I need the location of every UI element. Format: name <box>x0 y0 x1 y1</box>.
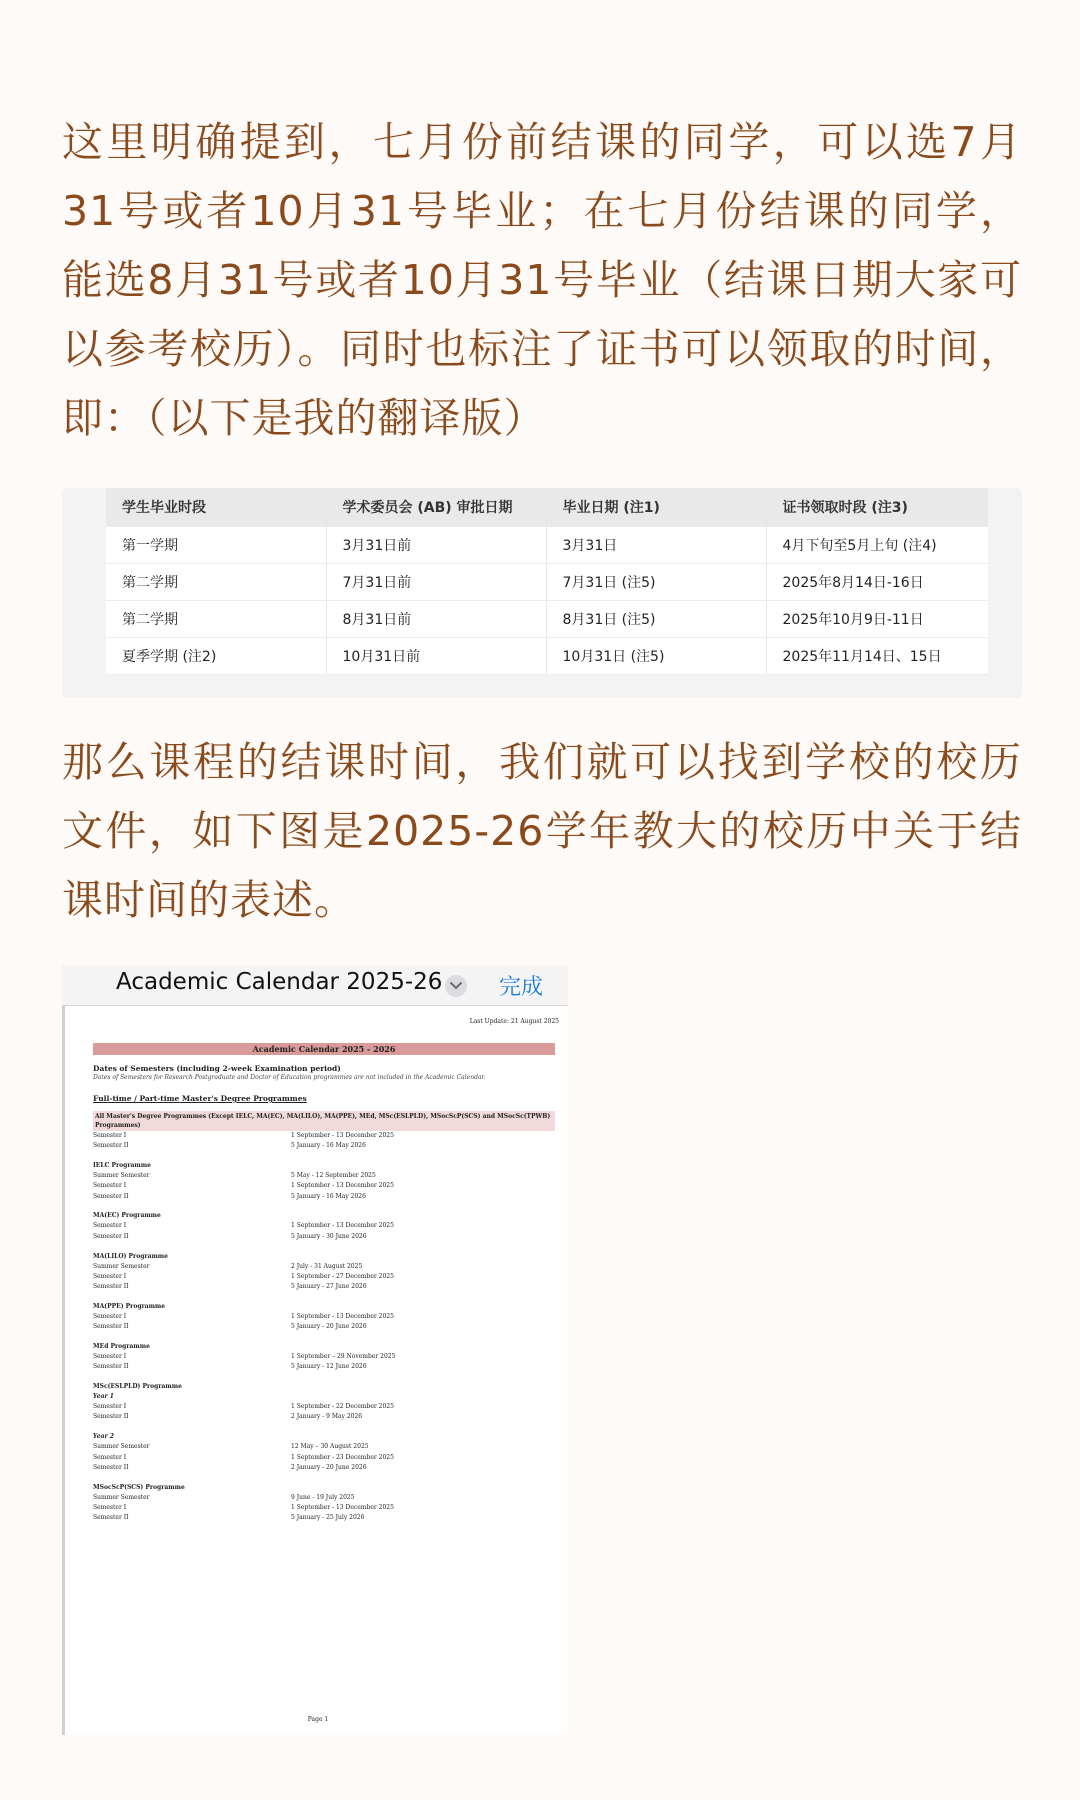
semester-label: Semester I <box>93 1272 127 1280</box>
semester-dates: 2 January - 9 May 2026 <box>291 1413 363 1421</box>
semester-dates: 5 January - 20 June 2026 <box>291 1323 367 1331</box>
table-cell: 10月31日前 <box>326 638 546 675</box>
semester-row <box>93 1352 553 1362</box>
semester-label: Semester I <box>93 1182 127 1190</box>
dates-note: Dates of Semesters for Research Postgraduate and Doctor of Education programmes are not included in the Academic Calendar. <box>93 1074 486 1081</box>
all-masters-heading: All Master's Degree Programmes (Except IELC, MA(EC), MA(LILO), MA(PPE), MEd, MSc(ESLPLD), MSocScP(SCS) and MSocSc(TPWB) Programmes) <box>93 1111 555 1131</box>
semester-dates: 5 January - 25 July 2026 <box>291 1514 365 1522</box>
document-page <box>62 1006 568 1735</box>
semester-dates: 1 September - 22 December 2025 <box>291 1403 394 1411</box>
semester-label: Semester I <box>93 1353 127 1361</box>
table-cell: 10月31日 (注5) <box>546 638 766 675</box>
programme-name: MA(PPE) Programme <box>93 1302 166 1310</box>
semester-dates: 12 May – 30 August 2025 <box>291 1443 369 1451</box>
table-cell: 3月31日前 <box>326 527 546 564</box>
programme-name: MA(LILO) Programme <box>93 1252 168 1260</box>
table-cell: 4月下旬至5月上旬 (注4) <box>766 527 988 564</box>
table-header-row <box>106 488 988 527</box>
semester-row <box>93 1221 553 1231</box>
programme-name: IELC Programme <box>93 1162 151 1170</box>
semester-row <box>93 1232 553 1242</box>
semester-label: Semester II <box>93 1463 129 1471</box>
semester-dates: 1 September - 13 December 2025 <box>291 1132 394 1139</box>
semester-label: Semester I <box>93 1403 127 1411</box>
semester-label: Semester II <box>93 1283 129 1291</box>
graduation-table-card <box>62 488 1022 698</box>
document-viewer-header <box>62 965 568 1006</box>
semester-dates: 1 September - 27 December 2025 <box>291 1272 394 1280</box>
header-cell: 毕业日期 (注1) <box>546 488 766 527</box>
programme-name: MA(EC) Programme <box>93 1212 161 1220</box>
semester-row <box>93 1192 553 1202</box>
table-row <box>106 638 988 675</box>
semester-dates: 2 July - 31 August 2025 <box>291 1262 363 1270</box>
semester-label: Semester II <box>93 1514 129 1522</box>
table-row <box>106 527 988 564</box>
semester-label: Semester II <box>93 1232 129 1240</box>
semester-label: Summer Semester <box>93 1262 150 1270</box>
header-cell: 证书领取时段 (注3) <box>766 488 988 527</box>
semester-row <box>93 1262 553 1272</box>
semester-label: Semester II <box>93 1413 129 1421</box>
programme-block <box>93 1483 553 1524</box>
programme-name: MEd Programme <box>93 1343 150 1351</box>
semester-dates: 5 January - 30 June 2026 <box>291 1232 367 1240</box>
intro-paragraph: 这里明确提到，七月份前结课的同学，可以选7月31号或者10月31号毕业；在七月份结课的同学，能选8月31号或者10月31号毕业（结课日期大家可以参考校历）。同时也标注了证书可以领取的时间，即：（以下是我的翻译版） <box>62 118 1022 442</box>
section-heading: Full-time / Part-time Master's Degree Programmes <box>93 1094 307 1103</box>
semester-row <box>93 1171 553 1181</box>
semester-row <box>93 1141 553 1151</box>
programme-block <box>93 1211 553 1242</box>
table-cell: 夏季学期 (注2) <box>106 638 326 675</box>
last-update: Last Update: 21 August 2025 <box>469 1018 559 1025</box>
semester-row <box>93 1503 553 1513</box>
table-row <box>106 564 988 601</box>
semester-dates: 2 January - 20 June 2026 <box>291 1463 367 1471</box>
semester-dates: 5 January - 16 May 2026 <box>291 1192 366 1200</box>
semester-row <box>93 1131 553 1141</box>
table-cell: 2025年11月14日、15日 <box>766 638 988 675</box>
calendar-title: Academic Calendar 2025 - 2026 <box>93 1043 555 1055</box>
semester-dates: 5 January - 12 June 2026 <box>291 1363 367 1371</box>
calendar-document-screenshot <box>62 965 568 1735</box>
table-cell: 第二学期 <box>106 601 326 638</box>
table-row <box>106 601 988 638</box>
semester-dates: 1 September - 13 December 2025 <box>291 1312 394 1320</box>
semester-row <box>93 1513 553 1523</box>
semester-label: Semester I <box>93 1453 127 1461</box>
header-cell: 学术委员会 (AB) 审批日期 <box>326 488 546 527</box>
semester-row <box>93 1312 553 1322</box>
semester-dates: 1 September - 23 December 2025 <box>291 1453 394 1461</box>
programme-list <box>93 1131 553 1533</box>
semester-row <box>93 1463 553 1473</box>
programme-block <box>93 1302 553 1333</box>
semester-label: Semester I <box>93 1312 127 1320</box>
semester-label: Semester I <box>93 1503 127 1511</box>
chevron-down-icon[interactable] <box>445 975 467 997</box>
semester-label: Semester II <box>93 1363 129 1371</box>
programme-block <box>93 1131 553 1152</box>
table-cell: 7月31日 (注5) <box>546 564 766 601</box>
semester-row <box>93 1412 553 1422</box>
semester-dates: 5 January - 27 June 2026 <box>291 1283 367 1291</box>
page-number: Page 1 <box>307 1716 329 1723</box>
semester-label: Semester II <box>93 1142 129 1150</box>
semester-row <box>93 1322 553 1332</box>
semester-row <box>93 1402 553 1412</box>
semester-row <box>93 1362 553 1372</box>
semester-label: Summer Semester <box>93 1493 150 1501</box>
dates-heading: Dates of Semesters (including 2-week Examination period) <box>93 1064 341 1073</box>
semester-label: Semester II <box>93 1192 129 1200</box>
table-cell: 2025年10月9日-11日 <box>766 601 988 638</box>
graduation-table <box>106 488 988 675</box>
semester-row <box>93 1282 553 1292</box>
done-button[interactable]: 完成 <box>499 975 544 1000</box>
table-cell: 8月31日前 <box>326 601 546 638</box>
semester-label: Semester I <box>93 1222 127 1230</box>
semester-row <box>93 1442 553 1452</box>
programme-name: MSc(ESLPLD) Programme <box>93 1383 182 1391</box>
programme-block <box>93 1161 553 1202</box>
header-cell: 学生毕业时段 <box>106 488 326 527</box>
programme-name: MSocScP(SCS) Programme <box>93 1483 185 1491</box>
programme-block <box>93 1252 553 1293</box>
table-cell: 2025年8月14日-16日 <box>766 564 988 601</box>
calendar-paragraph: 那么课程的结课时间，我们就可以找到学校的校历文件，如下图是2025-26学年教大的校历中关于结课时间的表述。 <box>62 738 1022 924</box>
semester-dates: 1 September - 13 December 2025 <box>291 1503 394 1511</box>
table-cell: 第二学期 <box>106 564 326 601</box>
semester-label: Summer Semester <box>93 1443 150 1451</box>
semester-dates: 9 June - 19 July 2025 <box>291 1493 355 1501</box>
semester-row <box>93 1493 553 1503</box>
table-cell: 8月31日 (注5) <box>546 601 766 638</box>
programme-block <box>93 1432 553 1473</box>
semester-dates: 5 January - 16 May 2026 <box>291 1142 366 1150</box>
table-cell: 第一学期 <box>106 527 326 564</box>
semester-dates: 5 May - 12 September 2025 <box>291 1172 376 1180</box>
semester-label: Semester II <box>93 1323 129 1331</box>
semester-label: Summer Semester <box>93 1172 150 1180</box>
programme-block <box>93 1382 553 1423</box>
table-cell: 3月31日 <box>546 527 766 564</box>
semester-label: Semester I <box>93 1132 127 1139</box>
semester-dates: 1 September – 29 November 2025 <box>291 1353 396 1361</box>
table-cell: 7月31日前 <box>326 564 546 601</box>
programme-block <box>93 1342 553 1373</box>
programme-year: Year 1 <box>93 1393 114 1401</box>
semester-dates: 1 September - 13 December 2025 <box>291 1222 394 1230</box>
programme-year: Year 2 <box>93 1433 114 1441</box>
semester-row <box>93 1181 553 1191</box>
semester-row <box>93 1453 553 1463</box>
document-title: Academic Calendar 2025-26 <box>116 969 443 995</box>
semester-row <box>93 1272 553 1282</box>
semester-dates: 1 September - 13 December 2025 <box>291 1182 394 1190</box>
